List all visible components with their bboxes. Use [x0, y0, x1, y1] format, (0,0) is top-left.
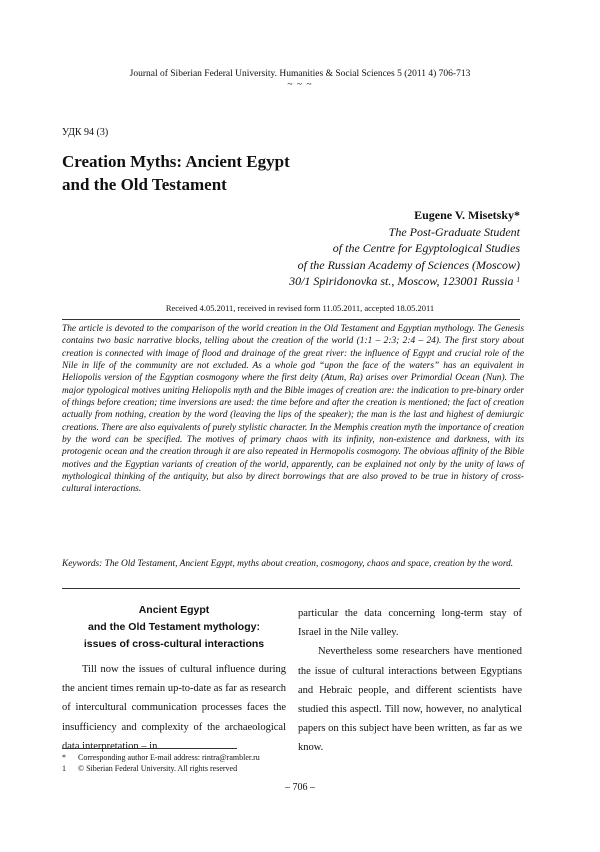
abstract-top-rule — [62, 319, 520, 320]
right-paragraph-1: particular the data concerning long-term stay of Israel in the Nile valley. — [298, 608, 522, 639]
author-name: Eugene V. Misetsky — [414, 208, 514, 222]
author-name-line — [160, 207, 520, 224]
footnote-item — [62, 752, 362, 763]
section-heading-line-1: Ancient Egypt — [138, 604, 210, 616]
section-heading-line-2: and the Old Testament mythology: — [88, 621, 260, 633]
article-title — [62, 150, 462, 196]
footnotes — [62, 752, 362, 774]
received-dates: Received 4.05.2011, received in revised form 11.05.2011, accepted 18.05.2011 — [165, 303, 435, 313]
left-column — [62, 602, 286, 756]
left-paragraph: Till now the issues of cultural influence during the ancient times remain up-to-date as far as research of intercultural communication processes faces the insufficiency and complexity of the archaeological data interpretation – in — [62, 664, 286, 752]
title-line-2: and the Old Testament — [62, 175, 227, 194]
footnote-item — [62, 763, 362, 774]
header-separator: ~ ~ ~ — [287, 80, 313, 90]
abstract-bottom-rule — [62, 588, 520, 589]
title-line-1: Creation Myths: Ancient Egypt — [62, 152, 290, 171]
footnote-text: Corresponding author E-mail address: rintra@rambler.ru — [78, 753, 260, 762]
abstract: The article is devoted to the comparison of the world creation in the Old Testament and Egyptian mythology. The Genesis contains two basic narrative blocks, telling about the creation of the world (1:1 – 2:3; 2:4 – 24). The first story about creation is connected with image of flood and drainage of the great river: the influence of Egypt and crucial role of the Nile in life of the community are not excluded. As a whole god “upon the face of the waters” has an equivalent in Heliopolis version of the Egyptian cosmogony where the first deity (Atum, Ra) arises over Primordial Ocean (Nun). The major typological motives uniting Heliopolis myth and the Bible images of creation are: the indication to pre-binary order of things before creation; time inversions are used: the time before and after the creation is mentioned; the fact of creation actually from nothing, creation by the word (leaving the lips of the speaker); the man is the last and highest of demiurgic creations. There are also equivalents of purely stylistic character. In the Memphis creation myth the importance of creation by the word can be specified. The motives of primary chaos with its infinity, non-existence and darkness, with its protogenic ocean and the creation through it are also repeated in Hermopolis cosmogony. The obvious affinity of the Bible motives and the Egyptian variants of creation of the world, apparently, can be explained not only by the unity of laws of mythological thinking of the antiquity, but also by direct borrowings that are also proved to be true in history of cross-cultural interactions. — [62, 324, 524, 495]
keywords: Keywords: The Old Testament, Ancient Egypt, myths about creation, cosmogony, chaos and space, creation by the word. — [62, 559, 514, 569]
author-block — [160, 207, 520, 290]
udk-code: УДК 94 (3) — [62, 127, 109, 138]
footnote-mark: * — [62, 753, 66, 762]
page-number: – 706 – — [285, 782, 315, 793]
footnote-mark: 1 — [62, 764, 66, 773]
footnote-text: © Siberian Federal University. All rights reserved — [78, 764, 238, 773]
affiliation-line-1: The Post-Graduate Student — [388, 224, 520, 239]
affiliation-line-4-row — [160, 273, 520, 290]
right-paragraph-2: Nevertheless some researchers have mentioned the issue of cultural interactions between Egyptians and Hebraic people, and different scientists have studied this aspectl. Till now, however, no analytical papers on this subject have been written, as far as we know. — [298, 646, 522, 754]
affiliation-line-3: of the Russian Academy of Sciences (Moscow) — [297, 257, 520, 272]
left-body — [62, 660, 286, 756]
journal-header: Journal of Siberian Federal University. Humanities & Social Sciences 5 (2011 4) 706-713 — [129, 69, 471, 79]
author-footnote-mark: * — [514, 208, 520, 222]
right-body — [298, 604, 522, 758]
affiliation-line-4: 30/1 Spiridonovka st., Moscow, 123001 Russia — [289, 274, 514, 288]
affiliation-line-2: of the Centre for Egyptological Studies — [332, 241, 520, 255]
footnote-rule — [62, 748, 237, 749]
section-heading-line-3: issues of cross-cultural interactions — [83, 638, 265, 650]
right-column — [298, 604, 522, 758]
affiliation-footnote-mark: 1 — [516, 276, 520, 284]
section-heading — [62, 602, 286, 653]
